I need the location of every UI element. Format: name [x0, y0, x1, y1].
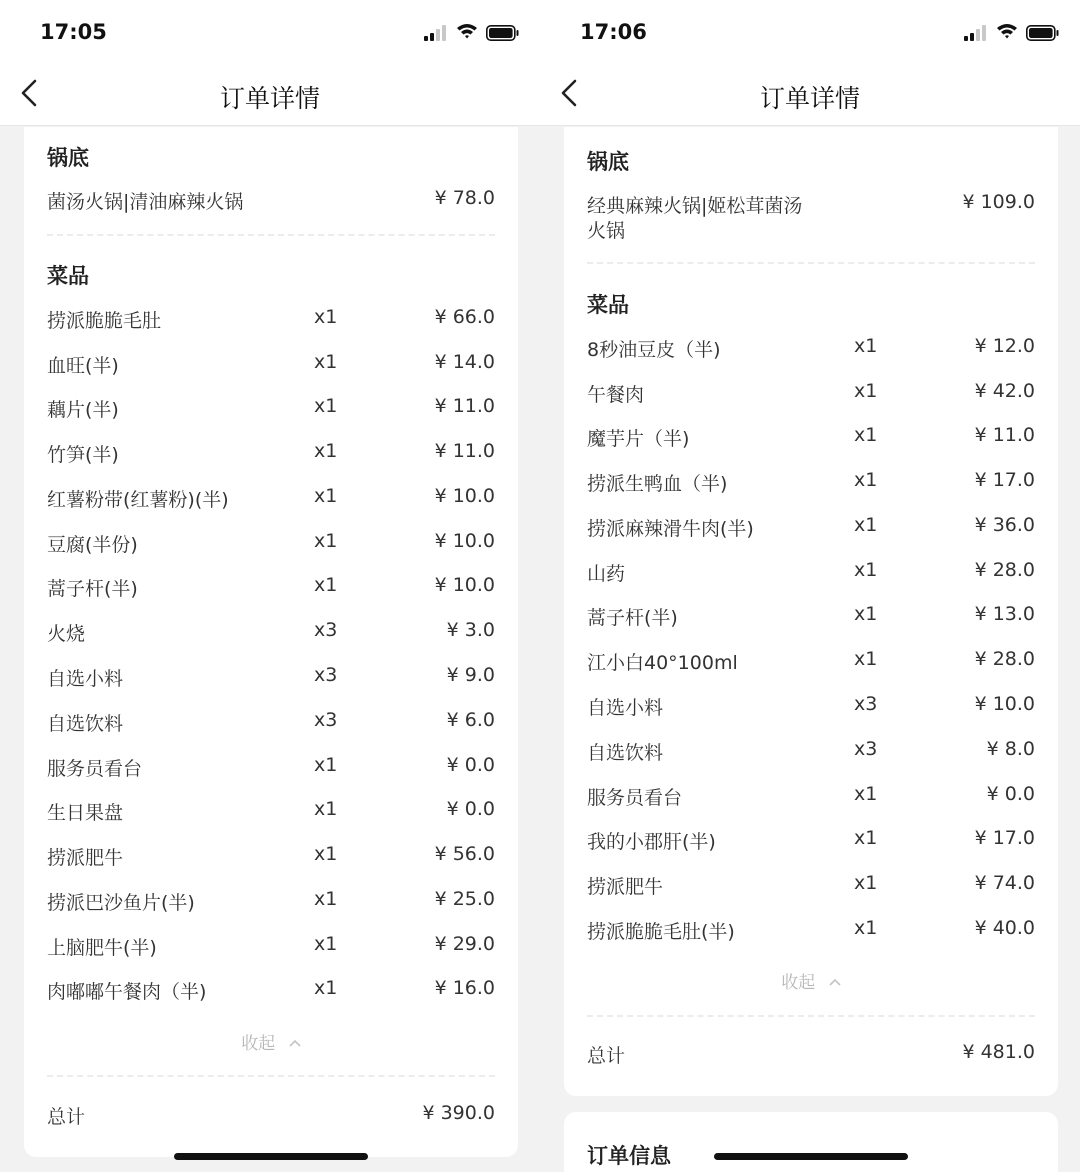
dish-qty: x1 — [314, 574, 338, 596]
chevron-up-icon — [829, 978, 841, 988]
order-detail-card — [24, 127, 518, 1157]
order-info-card — [564, 1112, 1058, 1172]
pot-row — [587, 191, 1035, 245]
dish-row — [47, 440, 495, 470]
pot-price: ¥ 109.0 — [962, 191, 1035, 213]
dish-price: ¥ 0.0 — [446, 798, 495, 820]
dish-name: 捞派脆脆毛肚(半) — [587, 921, 735, 943]
dish-row — [47, 933, 495, 963]
dish-name: 捞派麻辣滑牛肉(半) — [587, 518, 754, 540]
dish-row — [47, 843, 495, 873]
dish-qty: x3 — [314, 709, 338, 731]
dish-name: 红薯粉带(红薯粉)(半) — [47, 489, 229, 511]
dish-row — [47, 754, 495, 784]
collapse-label: 收起 — [241, 1034, 276, 1054]
dish-qty: x1 — [314, 798, 338, 820]
collapse-toggle[interactable] — [564, 968, 1058, 993]
pot-heading: 锅底 — [587, 150, 629, 174]
right-phone-screen — [540, 0, 1080, 1172]
dish-row — [47, 395, 495, 425]
dish-row — [587, 469, 1035, 499]
dish-row — [587, 559, 1035, 589]
dish-name: 上脑肥牛(半) — [47, 937, 157, 959]
dish-name: 自选饮料 — [587, 742, 664, 764]
dish-price: ¥ 17.0 — [974, 469, 1035, 491]
collapse-label: 收起 — [781, 973, 816, 993]
total-row — [47, 1102, 495, 1132]
dish-qty: x1 — [854, 380, 878, 402]
total-label: 总计 — [587, 1045, 626, 1067]
dish-name: 竹笋(半) — [47, 444, 119, 466]
dish-row — [47, 888, 495, 918]
dish-price: ¥ 11.0 — [434, 395, 495, 417]
dish-row — [587, 917, 1035, 947]
dish-qty: x1 — [854, 872, 878, 894]
pot-heading: 锅底 — [47, 146, 89, 170]
cellular-signal-icon — [424, 25, 450, 41]
section-divider — [587, 1015, 1035, 1017]
dish-price: ¥ 40.0 — [974, 917, 1035, 939]
dish-price: ¥ 6.0 — [446, 709, 495, 731]
dish-name: 蒿子杆(半) — [587, 607, 678, 629]
dish-qty: x1 — [314, 754, 338, 776]
dish-row — [587, 872, 1035, 902]
dish-name: 藕片(半) — [47, 399, 119, 421]
dishes-heading: 菜品 — [47, 264, 89, 288]
dish-qty: x1 — [854, 559, 878, 581]
collapse-toggle[interactable] — [24, 1029, 518, 1054]
dishes-heading: 菜品 — [587, 293, 629, 317]
pot-price: ¥ 78.0 — [434, 187, 495, 209]
dish-name: 豆腐(半份) — [47, 534, 138, 556]
dish-price: ¥ 11.0 — [974, 424, 1035, 446]
dish-qty: x1 — [314, 306, 338, 328]
dish-qty: x1 — [854, 827, 878, 849]
dish-row — [47, 619, 495, 649]
status-time: 17:06 — [580, 20, 647, 44]
dish-name: 蒿子杆(半) — [47, 578, 138, 600]
dish-qty: x1 — [854, 335, 878, 357]
dish-row — [47, 798, 495, 828]
dish-qty: x1 — [854, 648, 878, 670]
dish-name: 捞派肥牛 — [47, 847, 124, 869]
dish-qty: x3 — [854, 738, 878, 760]
dish-qty: x1 — [854, 514, 878, 536]
dish-qty: x1 — [854, 783, 878, 805]
dish-price: ¥ 56.0 — [434, 843, 495, 865]
battery-icon — [486, 25, 519, 41]
dish-qty: x1 — [314, 395, 338, 417]
total-row — [587, 1041, 1035, 1071]
dish-price: ¥ 66.0 — [434, 306, 495, 328]
dish-qty: x3 — [314, 619, 338, 641]
dish-price: ¥ 13.0 — [974, 603, 1035, 625]
dish-price: ¥ 11.0 — [434, 440, 495, 462]
dish-row — [587, 693, 1035, 723]
dish-row — [47, 351, 495, 381]
dish-price: ¥ 36.0 — [974, 514, 1035, 536]
wifi-icon — [456, 22, 478, 40]
dish-price: ¥ 29.0 — [434, 933, 495, 955]
nav-bar — [0, 64, 540, 126]
battery-icon — [1026, 25, 1059, 41]
dish-name: 魔芋片（半) — [587, 428, 690, 450]
dish-price: ¥ 3.0 — [446, 619, 495, 641]
dish-price: ¥ 10.0 — [434, 574, 495, 596]
dish-qty: x1 — [854, 603, 878, 625]
dish-name: 捞派生鸭血（半) — [587, 473, 728, 495]
dish-name: 捞派巴沙鱼片(半) — [47, 892, 195, 914]
dish-qty: x3 — [314, 664, 338, 686]
dish-row — [587, 424, 1035, 454]
dish-row — [587, 335, 1035, 365]
dish-qty: x1 — [314, 530, 338, 552]
dish-row — [587, 827, 1035, 857]
dish-price: ¥ 25.0 — [434, 888, 495, 910]
dish-row — [587, 603, 1035, 633]
dish-row — [587, 514, 1035, 544]
home-indicator — [174, 1153, 368, 1160]
dish-qty: x1 — [314, 485, 338, 507]
dish-name: 午餐肉 — [587, 384, 645, 406]
dish-qty: x1 — [314, 351, 338, 373]
order-detail-card — [564, 127, 1058, 1096]
total-value: ¥ 390.0 — [422, 1102, 495, 1124]
dish-row — [47, 485, 495, 515]
dish-price: ¥ 74.0 — [974, 872, 1035, 894]
status-time: 17:05 — [40, 20, 107, 44]
dish-name: 自选饮料 — [47, 713, 124, 735]
dish-name: 自选小料 — [47, 668, 124, 690]
pot-name-line1: 经典麻辣火锅|姬松茸菌汤 — [587, 195, 803, 217]
page-title: 订单详情 — [759, 84, 860, 113]
dish-price: ¥ 28.0 — [974, 559, 1035, 581]
dish-row — [47, 977, 495, 1007]
dish-price: ¥ 9.0 — [446, 664, 495, 686]
dish-price: ¥ 0.0 — [446, 754, 495, 776]
dish-price: ¥ 28.0 — [974, 648, 1035, 670]
total-value: ¥ 481.0 — [962, 1041, 1035, 1063]
dish-price: ¥ 10.0 — [974, 693, 1035, 715]
dish-price: ¥ 17.0 — [974, 827, 1035, 849]
pot-name — [587, 191, 802, 243]
wifi-icon — [996, 22, 1018, 40]
dish-row — [587, 783, 1035, 813]
status-bar — [0, 0, 540, 64]
page-title: 订单详情 — [219, 84, 320, 113]
total-label: 总计 — [47, 1106, 86, 1128]
dish-qty: x1 — [854, 424, 878, 446]
order-info-heading: 订单信息 — [587, 1144, 671, 1168]
dish-name: 江小白40°100ml — [587, 652, 738, 674]
dish-qty: x1 — [314, 888, 338, 910]
dish-name: 我的小郡肝(半) — [587, 831, 716, 853]
dish-name: 捞派肥牛 — [587, 876, 664, 898]
dish-row — [47, 709, 495, 739]
pot-row — [47, 187, 495, 217]
dish-name: 服务员看台 — [47, 758, 143, 780]
dish-qty: x1 — [314, 977, 338, 999]
pot-name-line2: 火锅 — [587, 220, 626, 242]
nav-bar — [540, 64, 1080, 126]
section-divider — [47, 1075, 495, 1077]
dish-row — [47, 664, 495, 694]
dish-qty: x1 — [314, 933, 338, 955]
dish-name: 生日果盘 — [47, 802, 124, 824]
dish-price: ¥ 14.0 — [434, 351, 495, 373]
dish-name: 服务员看台 — [587, 787, 683, 809]
dish-name: 自选小料 — [587, 697, 664, 719]
dish-qty: x1 — [314, 440, 338, 462]
status-bar — [540, 0, 1080, 64]
dish-price: ¥ 8.0 — [986, 738, 1035, 760]
pot-name: 菌汤火锅|清油麻辣火锅 — [47, 191, 244, 213]
home-indicator — [714, 1153, 908, 1160]
dish-name: 血旺(半) — [47, 355, 119, 377]
section-divider — [47, 234, 495, 236]
dish-qty: x1 — [854, 917, 878, 939]
dish-qty: x1 — [314, 843, 338, 865]
dish-name: 火烧 — [47, 623, 86, 645]
dish-price: ¥ 16.0 — [434, 977, 495, 999]
dish-qty: x3 — [854, 693, 878, 715]
cellular-signal-icon — [964, 25, 990, 41]
dish-price: ¥ 12.0 — [974, 335, 1035, 357]
dish-name: 捞派脆脆毛肚 — [47, 310, 162, 332]
dish-price: ¥ 10.0 — [434, 530, 495, 552]
dish-row — [47, 530, 495, 560]
chevron-up-icon — [289, 1039, 301, 1049]
dish-name: 肉嘟嘟午餐肉（半) — [47, 981, 207, 1003]
dish-row — [47, 574, 495, 604]
dish-row — [587, 380, 1035, 410]
dish-price: ¥ 10.0 — [434, 485, 495, 507]
dish-row — [47, 306, 495, 336]
dish-price: ¥ 42.0 — [974, 380, 1035, 402]
dish-name: 8秒油豆皮（半) — [587, 339, 721, 361]
dish-price: ¥ 0.0 — [986, 783, 1035, 805]
dish-row — [587, 648, 1035, 678]
dish-name: 山药 — [587, 563, 626, 585]
section-divider — [587, 262, 1035, 264]
dish-qty: x1 — [854, 469, 878, 491]
dish-row — [587, 738, 1035, 768]
